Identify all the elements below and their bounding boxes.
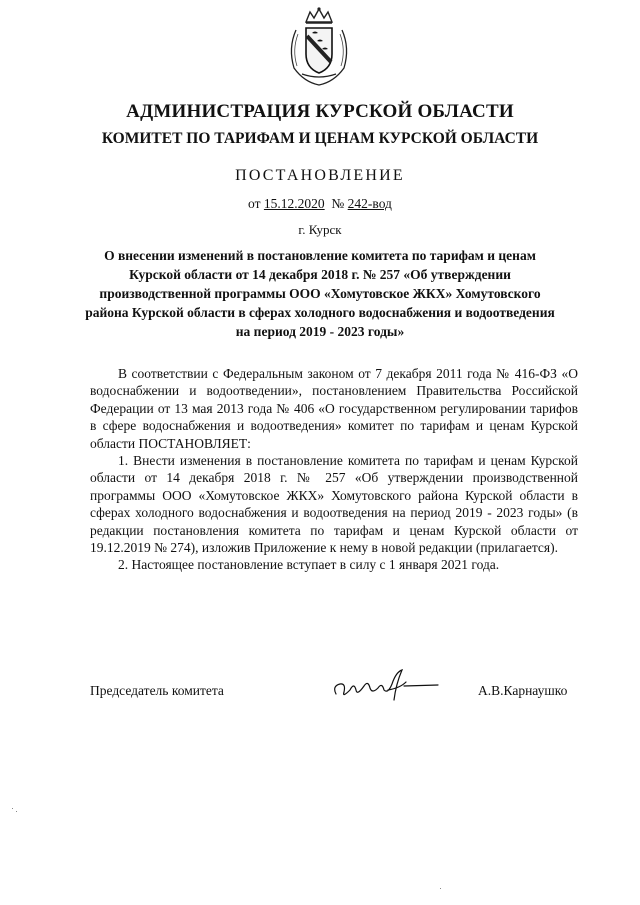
scan-speck: [12, 808, 13, 809]
coat-of-arms-icon: [284, 6, 354, 88]
city: г. Курск: [298, 222, 342, 237]
scan-speck: [440, 888, 441, 889]
document-type: ПОСТАНОВЛЕНИЕ: [235, 167, 405, 184]
document-subject: О внесении изменений в постановление комитета по тарифам и ценам Курской области от 14 декабря 2018 г. № 257 «Об утверждении производственной программы ООО «Хомутовское ЖКХ» Хомутовского района Курской области в сферах холодного водоснабжения и водоотведения на период 2019 - 2023 годы»: [85, 248, 555, 339]
item-1-paragraph: 1. Внести изменения в постановление комитета по тарифам и ценам Курской области от 14 декабря 2018 г. № 257 «Об утверждении производственной программы ООО «Хомутовское ЖКХ» Хомутовского района Курской области в сферах холодного водоснабжения и водоотведения на период 2019 - 2023 годы» (в редакции постановления комитета по тарифам и ценам Курской области от 19.12.2019 № 274), изложив Приложение к нему в новой редакции (прилагается).: [90, 453, 578, 556]
number-prefix: №: [331, 196, 345, 211]
scan-speck: [16, 811, 17, 812]
signatory-name: А.В.Карнаушко: [478, 683, 568, 698]
document-date: 15.12.2020: [263, 196, 325, 211]
committee-title: КОМИТЕТ ПО ТАРИФАМ И ЦЕНАМ КУРСКОЙ ОБЛАСТИ: [101, 130, 539, 147]
signatory-position: Председатель комитета: [90, 683, 224, 698]
preamble-paragraph: В соответствии с Федеральным законом от 7 декабря 2011 года № 416-ФЗ «О водоснабжении и водоотведении», постановлением Правительства Российской Федерации от 13 мая 2013 года № 406 «О государственном регулировании тарифов в сфере водоснабжения и водоотведения» комитет по тарифам и ценам Курской области ПОСТАНОВЛЯЕТ:: [90, 366, 578, 451]
administration-title: АДМИНИСТРАЦИЯ КУРСКОЙ ОБЛАСТИ: [126, 101, 514, 122]
item-2-paragraph: 2. Настоящее постановление вступает в силу с 1 января 2021 года.: [118, 557, 500, 573]
date-prefix: от: [248, 196, 261, 211]
date-number-line: [0, 196, 640, 212]
document-number: 242-вод: [347, 196, 392, 211]
handwritten-signature-icon: [330, 660, 442, 708]
document-body: [90, 365, 578, 574]
